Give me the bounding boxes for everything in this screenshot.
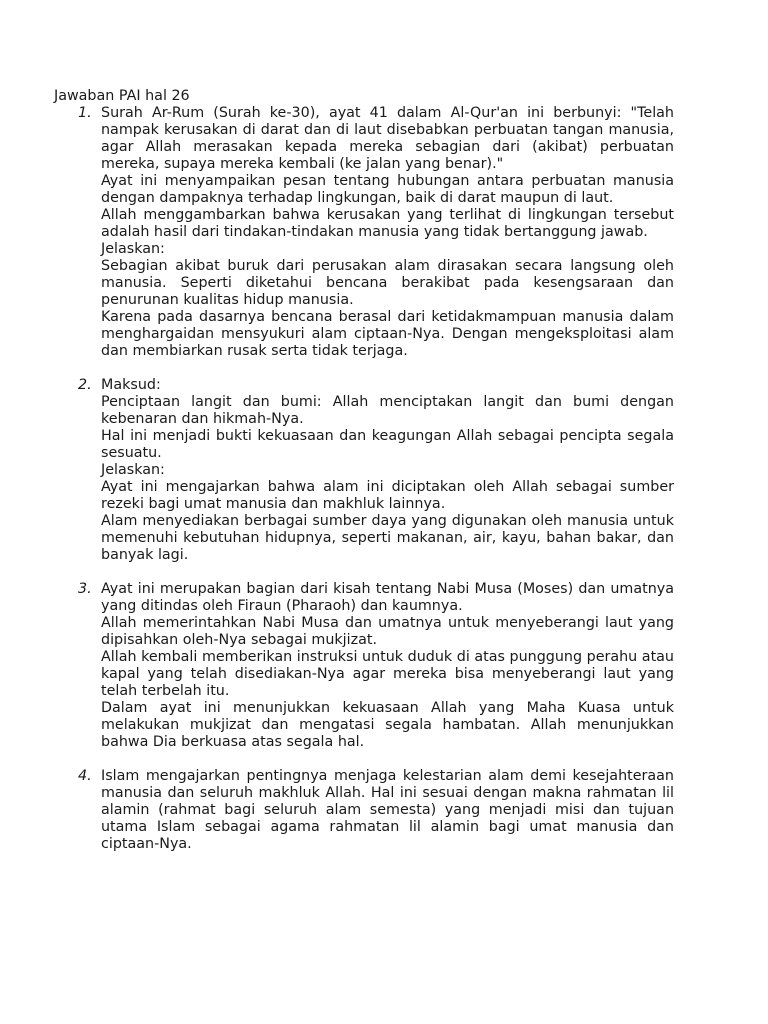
- answer-2-paragraph-5: Ayat ini mengajarkan bahwa alam ini diciptakan oleh Allah sebagai sumber rezeki bagi umat manusia dan makhluk lainnya.: [101, 479, 674, 512]
- answer-3-paragraph-4: Dalam ayat ini menunjukkan kekuasaan Allah yang Maha Kuasa untuk melakukan mukjizat dan mengatasi segala hambatan. Allah menunjukkan bahwa Dia berkuasa atas segala hal.: [101, 700, 674, 750]
- answer-2-paragraph-3: Hal ini menjadi bukti kekuasaan dan keagungan Allah sebagai pencipta segala sesuatu.: [101, 428, 674, 461]
- answer-item-2: [78, 377, 674, 564]
- answer-number: 1.: [78, 105, 92, 121]
- answer-1-paragraph-2: Ayat ini menyampaikan pesan tentang hubungan antara perbuatan manusia dengan dampaknya terhadap lingkungan, baik di darat maupun di laut.: [101, 173, 674, 206]
- answer-list: [78, 105, 674, 870]
- answer-3-paragraph-2: Allah memerintahkan Nabi Musa dan umatnya untuk menyeberangi laut yang dipisahkan oleh-Nya sebagai mukjizat.: [101, 615, 674, 648]
- answer-number: 2.: [78, 377, 92, 393]
- document-title: Jawaban PAI hal 26: [54, 88, 190, 104]
- answer-2-meaning-label: Maksud:: [101, 377, 161, 393]
- answer-1-explain-label: Jelaskan:: [101, 241, 165, 257]
- answer-2-paragraph-2: Penciptaan langit dan bumi: Allah menciptakan langit dan bumi dengan kebenaran dan hikmah-Nya.: [101, 394, 674, 427]
- answer-1-paragraph-5: Sebagian akibat buruk dari perusakan alam dirasakan secara langsung oleh manusia. Seperti diketahui bencana berakibat pada kesengsaraan dan penurunan kualitas hidup manusia.: [101, 258, 674, 308]
- answer-4-paragraph-1: Islam mengajarkan pentingnya menjaga kelestarian alam demi kesejahteraan manusia dan seluruh makhluk Allah. Hal ini sesuai dengan makna rahmatan lil alamin (rahmat bagi seluruh alam semesta) yang menjadi misi dan tujuan utama Islam sebagai agama rahmatan lil alamin bagi umat manusia dan ciptaan-Nya.: [101, 768, 674, 852]
- answer-1-paragraph-3: Allah menggambarkan bahwa kerusakan yang terlihat di lingkungan tersebut adalah hasil dari tindakan-tindakan manusia yang tidak bertanggung jawab.: [101, 207, 674, 240]
- answer-item-1: [78, 105, 674, 360]
- answer-3-paragraph-3: Allah kembali memberikan instruksi untuk duduk di atas punggung perahu atau kapal yang telah disediakan-Nya agar mereka bisa menyeberangi laut yang telah terbelah itu.: [101, 649, 674, 699]
- answer-item-4: [78, 768, 674, 853]
- answer-3-paragraph-1: Ayat ini merupakan bagian dari kisah tentang Nabi Musa (Moses) dan umatnya yang ditindas oleh Firaun (Pharaoh) dan kaumnya.: [101, 581, 674, 614]
- answer-number: 4.: [78, 768, 92, 784]
- answer-2-paragraph-6: Alam menyediakan berbagai sumber daya yang digunakan oleh manusia untuk memenuhi kebutuhan hidupnya, seperti makanan, air, kayu, bahan bakar, dan banyak lagi.: [101, 513, 674, 563]
- answer-item-3: [78, 581, 674, 751]
- answer-1-paragraph-1: Surah Ar-Rum (Surah ke-30), ayat 41 dalam Al-Qur'an ini berbunyi: "Telah nampak kerusakan di darat dan di laut disebabkan perbuatan tangan manusia, agar Allah merasakan kepada mereka sebagian dari (akibat) perbuatan mereka, supaya mereka kembali (ke jalan yang benar).": [101, 105, 674, 172]
- answer-2-explain-label: Jelaskan:: [101, 462, 165, 478]
- answer-1-paragraph-6: Karena pada dasarnya bencana berasal dari ketidakmampuan manusia dalam menghargaidan mensyukuri alam ciptaan-Nya. Dengan mengeksploitasi alam dan membiarkan rusak serta tidak terjaga.: [101, 309, 674, 359]
- answer-number: 3.: [78, 581, 92, 597]
